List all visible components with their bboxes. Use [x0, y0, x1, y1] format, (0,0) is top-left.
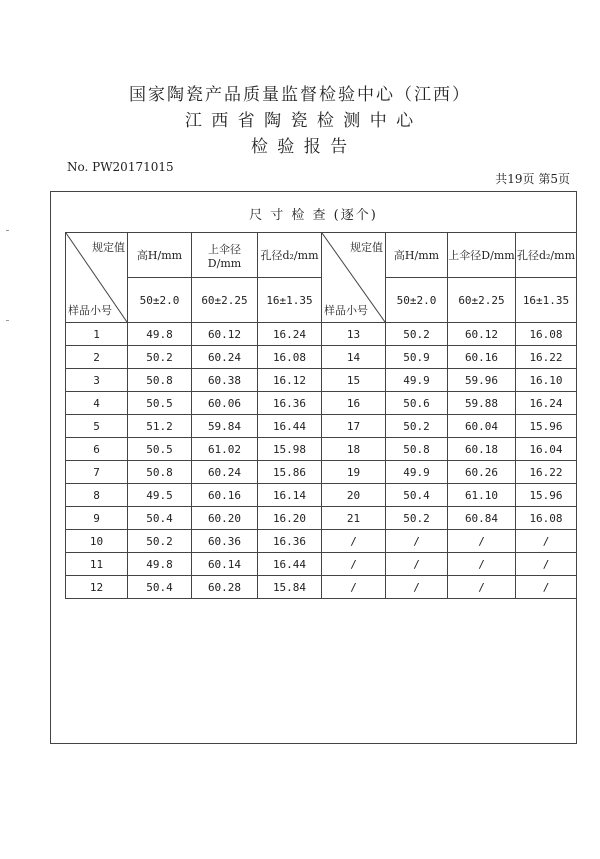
sample-no: 15 — [322, 369, 386, 392]
height-value: 50.8 — [128, 461, 192, 484]
diameter-value: 59.84 — [192, 415, 258, 438]
hole-value: 16.22 — [516, 346, 577, 369]
diameter-value: 60.38 — [192, 369, 258, 392]
diameter-value: 60.36 — [192, 530, 258, 553]
height-value: 50.8 — [386, 438, 448, 461]
height-value: 50.5 — [128, 438, 192, 461]
table-row — [66, 346, 577, 369]
col-diameter: 上伞径D/mm — [448, 233, 516, 278]
scan-mark — [6, 320, 9, 321]
height-value: / — [386, 576, 448, 599]
height-value: 50.4 — [128, 507, 192, 530]
sample-no: 17 — [322, 415, 386, 438]
table-row — [66, 369, 577, 392]
sample-no: 5 — [66, 415, 128, 438]
col-height: 高H/mm — [386, 233, 448, 278]
hole-value: 16.24 — [258, 323, 322, 346]
height-value: 49.9 — [386, 461, 448, 484]
table-title: 尺 寸 检 查 (逐个) — [249, 208, 378, 223]
hole-value: 15.84 — [258, 576, 322, 599]
diameter-value: 59.96 — [448, 369, 516, 392]
hole-value: 16.24 — [516, 392, 577, 415]
spec-label: 规定值 — [350, 241, 383, 254]
hole-value: 16.08 — [258, 346, 322, 369]
hole-value: / — [516, 530, 577, 553]
report-number: No. PW20171015 — [67, 160, 174, 174]
hole-value: 15.96 — [516, 484, 577, 507]
sample-no: 14 — [322, 346, 386, 369]
spec-height: 50±2.0 — [128, 278, 192, 323]
diameter-value: 60.12 — [448, 323, 516, 346]
sample-no: 7 — [66, 461, 128, 484]
table-row — [66, 438, 577, 461]
diameter-value: / — [448, 530, 516, 553]
sample-no: / — [322, 530, 386, 553]
height-value: 50.2 — [386, 507, 448, 530]
spec-label: 规定值 — [92, 241, 125, 254]
height-value: / — [386, 553, 448, 576]
diameter-value: 60.14 — [192, 553, 258, 576]
sample-no: 2 — [66, 346, 128, 369]
table-row — [66, 484, 577, 507]
hole-value: 16.36 — [258, 530, 322, 553]
hole-value: / — [516, 553, 577, 576]
diameter-value: 60.24 — [192, 346, 258, 369]
sample-no: 10 — [66, 530, 128, 553]
col-hole: 孔径d₂/mm — [258, 233, 322, 278]
spec-hole: 16±1.35 — [516, 278, 577, 323]
table-row — [66, 507, 577, 530]
sample-no: 1 — [66, 323, 128, 346]
hole-value: 16.04 — [516, 438, 577, 461]
height-value: 50.8 — [128, 369, 192, 392]
diameter-value: 60.24 — [192, 461, 258, 484]
diameter-value: 60.04 — [448, 415, 516, 438]
diameter-value: 59.88 — [448, 392, 516, 415]
diameter-value: 60.20 — [192, 507, 258, 530]
diameter-value: 61.10 — [448, 484, 516, 507]
hole-value: 15.86 — [258, 461, 322, 484]
table-row — [66, 392, 577, 415]
header-row-names — [66, 233, 577, 278]
table-row — [66, 553, 577, 576]
height-value: 50.5 — [128, 392, 192, 415]
height-value: 49.8 — [128, 323, 192, 346]
spec-hole: 16±1.35 — [258, 278, 322, 323]
table-row — [66, 323, 577, 346]
col-height: 高H/mm — [128, 233, 192, 278]
sample-no: 11 — [66, 553, 128, 576]
hole-value: 15.98 — [258, 438, 322, 461]
sample-no: 8 — [66, 484, 128, 507]
sample-no: 9 — [66, 507, 128, 530]
height-value: 50.2 — [386, 415, 448, 438]
hole-value: / — [516, 576, 577, 599]
height-value: 49.8 — [128, 553, 192, 576]
sample-no: 19 — [322, 461, 386, 484]
dimension-table — [65, 232, 577, 735]
hole-value: 16.08 — [516, 323, 577, 346]
data-rows — [66, 323, 577, 736]
sample-label: 样品小号 — [68, 304, 112, 317]
table-row — [66, 415, 577, 438]
hole-value: 16.14 — [258, 484, 322, 507]
diameter-value: 60.28 — [192, 576, 258, 599]
col-diameter: 上伞径D/mm — [192, 233, 258, 278]
spec-sample-header-right — [322, 233, 386, 323]
spec-sample-header-left — [66, 233, 128, 323]
height-value: 50.6 — [386, 392, 448, 415]
hole-value: 16.36 — [258, 392, 322, 415]
hole-value: 15.96 — [516, 415, 577, 438]
height-value: 49.9 — [386, 369, 448, 392]
sample-no: 16 — [322, 392, 386, 415]
sample-no: 4 — [66, 392, 128, 415]
hole-value: 16.08 — [516, 507, 577, 530]
spec-diameter: 60±2.25 — [192, 278, 258, 323]
height-value: 50.2 — [128, 346, 192, 369]
height-value: 50.2 — [128, 530, 192, 553]
diameter-value: 60.06 — [192, 392, 258, 415]
page-count: 共19页 第5页 — [495, 172, 570, 186]
height-value: 49.5 — [128, 484, 192, 507]
hole-value: 16.44 — [258, 415, 322, 438]
sample-no: 18 — [322, 438, 386, 461]
sample-no: / — [322, 576, 386, 599]
hole-value: 16.20 — [258, 507, 322, 530]
empty-row — [66, 599, 577, 736]
sample-no: / — [322, 553, 386, 576]
height-value: 50.9 — [386, 346, 448, 369]
spec-height: 50±2.0 — [386, 278, 448, 323]
height-value: 50.4 — [128, 576, 192, 599]
table-row — [66, 576, 577, 599]
header-line-3: 检 验 报 告 — [250, 137, 350, 157]
height-value: 50.4 — [386, 484, 448, 507]
blank-area — [66, 599, 577, 736]
header-line-2: 江 西 省 陶 瓷 检 测 中 心 — [184, 111, 416, 131]
diameter-value: 60.26 — [448, 461, 516, 484]
hole-value: 16.44 — [258, 553, 322, 576]
height-value: 50.2 — [386, 323, 448, 346]
diameter-value: 61.02 — [192, 438, 258, 461]
table-row — [66, 461, 577, 484]
height-value: / — [386, 530, 448, 553]
diameter-value: 60.16 — [448, 346, 516, 369]
diameter-value: / — [448, 553, 516, 576]
spec-diameter: 60±2.25 — [448, 278, 516, 323]
hole-value: 16.22 — [516, 461, 577, 484]
sample-no: 3 — [66, 369, 128, 392]
height-value: 51.2 — [128, 415, 192, 438]
sample-no: 21 — [322, 507, 386, 530]
scan-mark — [6, 230, 9, 231]
hole-value: 16.10 — [516, 369, 577, 392]
diameter-value: 60.16 — [192, 484, 258, 507]
sample-no: 13 — [322, 323, 386, 346]
report-frame — [50, 191, 577, 744]
diameter-value: / — [448, 576, 516, 599]
diameter-value: 60.18 — [448, 438, 516, 461]
sample-label: 样品小号 — [324, 304, 368, 317]
col-hole: 孔径d₂/mm — [516, 233, 577, 278]
sample-no: 20 — [322, 484, 386, 507]
diameter-value: 60.84 — [448, 507, 516, 530]
header-line-1: 国家陶瓷产品质量监督检验中心（江西） — [129, 85, 471, 105]
hole-value: 16.12 — [258, 369, 322, 392]
table-row — [66, 530, 577, 553]
sample-no: 12 — [66, 576, 128, 599]
diameter-value: 60.12 — [192, 323, 258, 346]
sample-no: 6 — [66, 438, 128, 461]
